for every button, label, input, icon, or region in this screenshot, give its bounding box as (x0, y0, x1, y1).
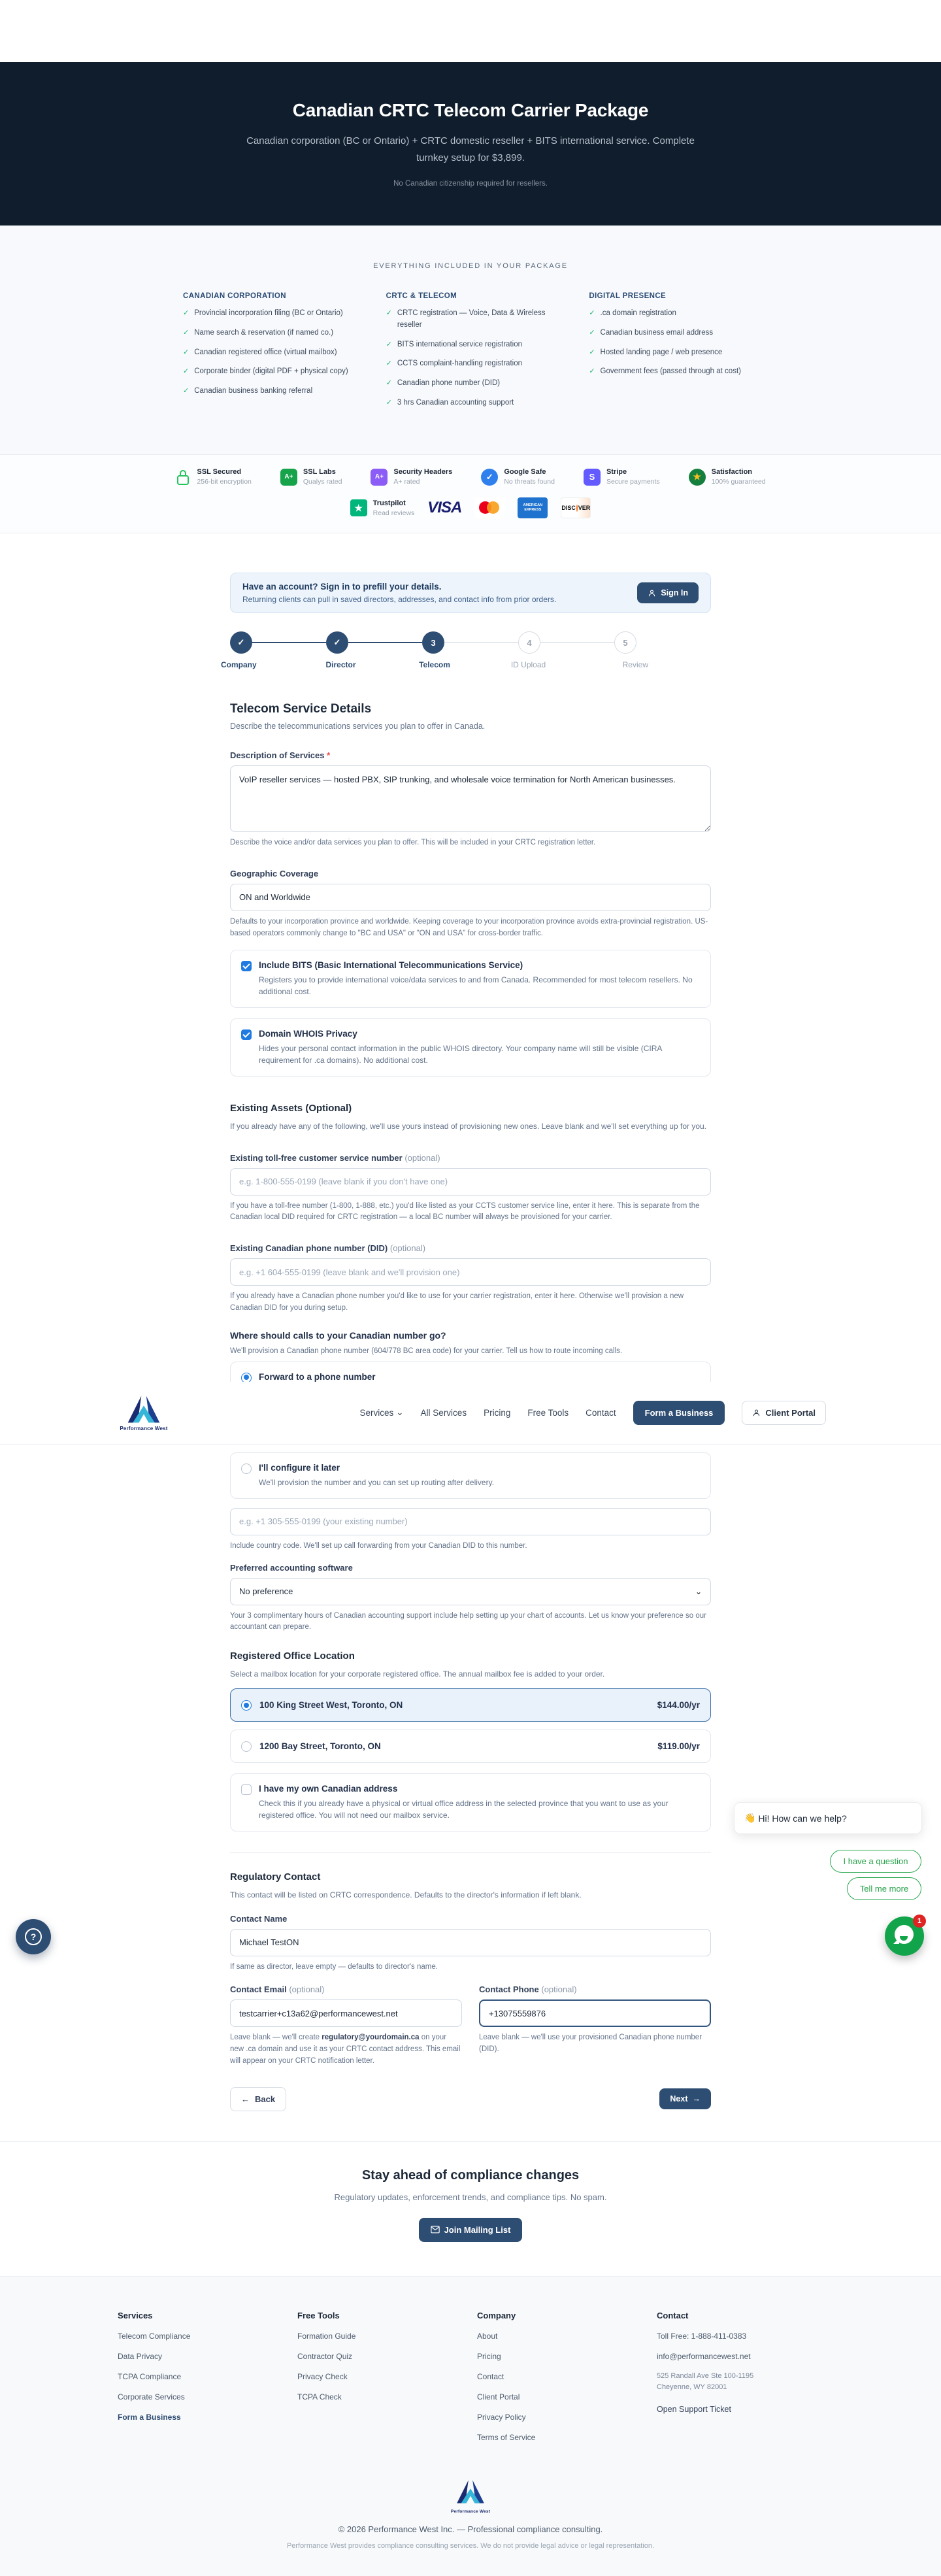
regulatory-heading: Regulatory Contact (230, 1871, 321, 1883)
brand-name: Performance West (450, 2509, 491, 2514)
included-eyebrow: EVERYTHING INCLUDED IN YOUR PACKAGE (373, 262, 568, 270)
discover-dot-icon (576, 505, 578, 512)
chat-bubble-icon (895, 1925, 914, 1944)
optional-tag: (optional) (541, 1984, 577, 1995)
list-item-label: Provincial incorporation filing (BC or Ontario) (194, 309, 343, 317)
list-item-label: Corporate binder (digital PDF + physical copy) (194, 367, 348, 376)
routing-helper: We'll provision a Canadian phone number (604/778 BC area code) for your carrier. Tell us how to route incoming calls. (230, 1347, 623, 1355)
navbar-menu (359, 1401, 826, 1425)
visa-logo: VISA (427, 499, 462, 516)
list-item-label: Hosted landing page / web presence (600, 348, 723, 356)
footer-link-contact[interactable]: Contact (477, 2371, 504, 2381)
optional-tag: (optional) (404, 1152, 440, 1163)
coverage-input[interactable] (230, 884, 711, 911)
mailing-heading: Stay ahead of compliance changes (361, 2167, 580, 2183)
back-button[interactable] (230, 2087, 286, 2111)
list-item (183, 347, 352, 359)
next-arrow-icon: → (692, 2094, 701, 2104)
footer-column-title: Services (118, 2310, 153, 2320)
nav-link-free-tools[interactable]: Free Tools (527, 1407, 569, 1418)
list-item (589, 347, 758, 359)
list-item (589, 366, 758, 378)
step-connector (348, 642, 422, 643)
office-option-label: 100 King Street West, Toronto, ON (259, 1700, 403, 1711)
tollfree-input[interactable] (230, 1168, 711, 1196)
bits-option-card[interactable] (230, 950, 711, 1008)
footer-link-contractor-quiz[interactable]: Contractor Quiz (297, 2351, 353, 2361)
trust-badges-section (0, 454, 941, 533)
included-column-digital (589, 292, 758, 409)
contact-name-input[interactable] (230, 1929, 711, 1956)
badge-trustpilot[interactable] (350, 499, 415, 517)
list-item-label: Canadian business email address (600, 328, 714, 337)
footer-open-support-ticket[interactable]: Open Support Ticket (657, 2404, 731, 2414)
list-item (183, 308, 352, 320)
office-radio-bay-street[interactable] (241, 1741, 252, 1752)
step-label-director: Director (325, 660, 356, 669)
check-icon: ✓ (386, 360, 392, 368)
help-button[interactable] (16, 1919, 51, 1954)
footer-link-privacy-check[interactable]: Privacy Check (297, 2371, 348, 2381)
badge-title: Stripe (606, 468, 627, 476)
footer-link-client-portal[interactable]: Client Portal (477, 2392, 520, 2401)
check-icon: ✓ (183, 328, 190, 337)
security-headers-icon: A+ (371, 469, 388, 486)
column-title: DIGITAL PRESENCE (589, 292, 667, 300)
trust-row-1 (0, 468, 941, 486)
office-radio-king-street[interactable] (241, 1700, 252, 1711)
optional-tag: (optional) (389, 1243, 426, 1254)
next-label: Next (670, 2094, 688, 2104)
progress-stepper (221, 631, 648, 669)
step-label-review: Review (622, 660, 648, 669)
regulatory-description: This contact will be listed on CRTC correspondence. Defaults to the director's information if left blank. (230, 1890, 582, 1900)
chat-unread-badge: 1 (913, 1915, 926, 1928)
nav-link-pricing[interactable]: Pricing (484, 1407, 511, 1418)
badge-title: Google Safe (504, 468, 546, 476)
google-safe-icon: ✓ (481, 469, 498, 486)
footer-link-data-privacy[interactable]: Data Privacy (118, 2351, 163, 2361)
client-portal-button[interactable] (742, 1401, 826, 1425)
office-option-king-street[interactable] (230, 1688, 711, 1722)
footer-tollfree[interactable]: Toll Free: 1-888-411-0383 (657, 2331, 747, 2341)
step-connector (444, 642, 518, 643)
chat-greeting-bubble[interactable] (734, 1802, 922, 1834)
list-item (386, 308, 555, 331)
list-item-label: Name search & reservation (if named co.) (194, 328, 334, 337)
footer-link-telecom-compliance[interactable]: Telecom Compliance (118, 2331, 191, 2341)
form-subheading: Describe the telecommunications services you plan to offer in Canada. (230, 722, 486, 731)
office-option-price: $119.00/yr (657, 1741, 700, 1752)
check-icon: ✓ (386, 399, 392, 407)
next-button[interactable] (659, 2088, 711, 2109)
top-spacer (0, 0, 941, 62)
contact-email-label: Contact Email (optional) (230, 1984, 325, 1995)
footer-column-title: Company (477, 2310, 516, 2320)
own-address-checkbox[interactable] (241, 1784, 252, 1795)
join-mailing-list-button[interactable] (419, 2218, 523, 2242)
list-item-label: Canadian phone number (DID) (397, 379, 501, 388)
section-divider (230, 1852, 711, 1853)
footer-address: 525 Randall Ave Ste 100-1195 Cheyenne, WY 82001 (657, 2371, 754, 2392)
badge-title: Satisfaction (711, 468, 753, 476)
footer-column-title: Contact (657, 2310, 689, 2320)
forward-label: Forward to a phone number (259, 1371, 376, 1382)
forward-number-input[interactable] (230, 1508, 711, 1535)
forward-radio[interactable] (241, 1373, 252, 1382)
list-item (183, 386, 352, 397)
badge-sub: 100% guaranteed (711, 478, 766, 486)
badge-sub: No threats found (504, 478, 555, 486)
list-item (386, 378, 555, 390)
hero-subtitle: Canadian corporation (BC or Ontario) + CRTC domestic reseller + BITS international service. Complete turnkey setup for $3,899. (246, 135, 695, 163)
select-chevron-icon: ⌄ (695, 1586, 702, 1596)
list-item-label: Canadian registered office (virtual mailbox) (194, 348, 337, 356)
office-option-bay-street[interactable] (230, 1730, 711, 1763)
footer-column-company (477, 2311, 657, 2442)
list-item-label: CRTC registration — Voice, Data & Wireless reseller (397, 309, 546, 329)
amex-logo: AMERICAN EXPRESS (518, 497, 548, 518)
office-description: Select a mailbox location for your corporate registered office. The annual mailbox fee is added to your order. (230, 1669, 605, 1679)
check-icon: ✓ (386, 309, 392, 317)
tollfree-label: Existing toll-free customer service number (optional) (230, 1152, 440, 1163)
contact-email-helper: Leave blank — we'll create regulatory@yourdomain.ca on your new .ca domain and use it as your CRTC contact address. This email will appear on your CRTC notification letter. (230, 2033, 461, 2065)
step-review[interactable]: 5 (614, 631, 636, 654)
coverage-helper: Defaults to your incorporation province and worldwide. Keeping coverage to your incorporation province avoids extra-provincial registration. US-based operators commonly change to "BC and USA" or "ON and USA" for cross-border traffic. (230, 917, 708, 937)
wizard-buttons (230, 2087, 711, 2111)
description-helper: Describe the voice and/or data services you plan to offer. This will be included in your CRTC registration letter. (230, 839, 596, 846)
signin-title: Have an account? Sign in to prefill your details. (242, 582, 442, 592)
list-item (589, 327, 758, 339)
discover-text: VER (578, 505, 591, 511)
bits-label: Include BITS (Basic International Telecommunications Service) (259, 960, 523, 971)
footer-link-tcpa-compliance[interactable]: TCPA Compliance (118, 2371, 182, 2381)
footer-link-privacy-policy[interactable]: Privacy Policy (477, 2412, 526, 2422)
badge-google-safe (481, 468, 555, 486)
list-item-label: BITS international service registration (397, 340, 522, 348)
chat-quick-reply-tell-me-more[interactable]: Tell me more (847, 1877, 921, 1900)
description-textarea[interactable] (230, 765, 711, 832)
back-label: Back (255, 2094, 276, 2104)
accounting-helper: Your 3 complimentary hours of Canadian accounting support include help setting up your chart of accounts. Let us know your preference so our accountant can prepare. (230, 1611, 706, 1631)
join-mailing-list-label: Join Mailing List (444, 2224, 511, 2235)
contact-grid (230, 1984, 711, 2067)
badge-title: SSL Labs (303, 468, 336, 476)
badge-sub: 256-bit encryption (197, 478, 252, 486)
list-item-label: Canadian business banking referral (194, 387, 313, 395)
accounting-selected-value: No preference (239, 1586, 293, 1596)
step-id-upload[interactable]: 4 (518, 631, 540, 654)
chat-greeting-text: Hi! How can we help? (758, 1813, 847, 1824)
legal-disclaimer: Performance West provides compliance consulting services. We do not provide legal advice or legal representation. (286, 2541, 655, 2550)
step-connector (540, 642, 614, 643)
footer-email[interactable]: info@performancewest.net (657, 2351, 751, 2361)
did-input[interactable] (230, 1258, 711, 1286)
back-arrow-icon: ← (241, 2094, 250, 2104)
forward-card-clipped (230, 1362, 711, 1382)
list-item (386, 397, 555, 409)
configure-later-description: We'll provision the number and you can set up routing after delivery. (259, 1477, 495, 1487)
list-item-label: Government fees (passed through at cost) (600, 367, 741, 376)
column-title: CRTC & TELECOM (386, 292, 457, 300)
hero-note: No Canadian citizenship required for resellers. (393, 180, 548, 188)
chat-quick-reply-question[interactable]: I have a question (830, 1850, 921, 1873)
list-item-label: CCTS complaint-handling registration (397, 360, 522, 368)
assets-heading: Existing Assets (Optional) (230, 1103, 352, 1114)
footer-column-title: Free Tools (297, 2310, 340, 2320)
check-icon: ✓ (183, 387, 190, 395)
discover-logo (561, 497, 591, 518)
badge-title: Security Headers (393, 468, 453, 476)
contact-name-helper: If same as director, leave empty — defaults to director's name. (230, 1962, 438, 1971)
own-address-card[interactable] (230, 1773, 711, 1832)
step-label-company: Company (221, 660, 257, 669)
chat-launcher-button[interactable] (885, 1916, 924, 1956)
site-navbar (0, 1382, 941, 1445)
badge-title: SSL Secured (197, 468, 242, 476)
configure-later-radio[interactable] (241, 1464, 252, 1474)
whois-option-card[interactable] (230, 1018, 711, 1077)
mailing-list-section (0, 2141, 941, 2242)
footer-link-tcpa-check[interactable]: TCPA Check (297, 2392, 342, 2401)
nav-link-contact[interactable]: Contact (586, 1407, 616, 1418)
included-columns (183, 292, 758, 409)
chevron-down-icon: ⌄ (396, 1407, 404, 1418)
package-included-section (0, 226, 941, 454)
form-a-business-button[interactable]: Form a Business (633, 1401, 725, 1425)
check-icon: ✓ (589, 367, 595, 376)
footer-link-pricing[interactable]: Pricing (477, 2351, 501, 2361)
description-label: Description of Services * (230, 750, 331, 760)
performance-west-logo (455, 2479, 486, 2505)
column-title: CANADIAN CORPORATION (183, 292, 286, 300)
office-option-label: 1200 Bay Street, Toronto, ON (259, 1741, 381, 1752)
check-icon: ✓ (183, 367, 190, 376)
step-company[interactable]: ✓ (230, 631, 252, 654)
check-icon: ✓ (183, 348, 190, 356)
wave-emoji-icon: 👋 (744, 1813, 756, 1823)
accounting-select[interactable] (230, 1578, 711, 1605)
bits-checkbox[interactable] (241, 961, 252, 971)
list-item (183, 327, 352, 339)
badge-title: Trustpilot (372, 499, 406, 507)
routing-question: Where should calls to your Canadian number go? (230, 1330, 446, 1341)
brand-name: Performance West (120, 1425, 168, 1431)
badge-stripe (584, 468, 660, 486)
included-column-corporation (183, 292, 352, 409)
lock-icon (175, 469, 191, 486)
signin-subtitle: Returning clients can pull in saved directors, addresses, and contact info from prior orders. (242, 595, 557, 604)
nav-link-services[interactable]: Services ⌄ (359, 1407, 404, 1418)
navbar-brand[interactable] (105, 1394, 183, 1431)
coverage-label: Geographic Coverage (230, 868, 319, 878)
discover-text: DISC (561, 505, 576, 511)
trustpilot-star-icon: ★ (350, 499, 367, 516)
step-telecom[interactable]: 3 (422, 631, 444, 654)
copyright: © 2026 Performance West Inc. — Professional compliance consulting. (338, 2524, 603, 2534)
stripe-icon: S (584, 469, 601, 486)
whois-checkbox[interactable] (241, 1029, 252, 1040)
contact-name-label: Contact Name (230, 1913, 288, 1924)
whois-description: Hides your personal contact information in the public WHOIS directory. Your company name will still be visible (CIRA requirement for .ca domains). No additional cost. (259, 1044, 662, 1065)
included-column-crtc (386, 292, 555, 409)
check-icon: ✓ (589, 328, 595, 337)
check-icon: ✓ (589, 348, 595, 356)
list-item (589, 308, 758, 320)
footer-link-terms[interactable]: Terms of Service (477, 2432, 536, 2442)
client-portal-label: Client Portal (765, 1407, 816, 1418)
badge-ssl-labs (280, 468, 342, 486)
contact-phone-helper: Leave blank — we'll use your provisioned Canadian phone number (DID). (479, 2033, 702, 2054)
configure-later-label: I'll configure it later (259, 1462, 340, 1473)
footer-column-free-tools (297, 2311, 477, 2442)
sign-in-button[interactable] (637, 582, 699, 603)
list-item (386, 339, 555, 351)
list-item (386, 358, 555, 370)
badge-ssl-secured (175, 468, 251, 486)
performance-west-logo (125, 1394, 162, 1424)
contact-phone-label: Contact Phone (optional) (479, 1984, 577, 1995)
badge-satisfaction (689, 468, 766, 486)
footer-column-services (118, 2311, 297, 2442)
sign-in-label: Sign In (661, 588, 688, 597)
own-address-label: I have my own Canadian address (259, 1784, 398, 1794)
ssl-labs-icon: A+ (280, 469, 297, 486)
trust-row-2 (0, 497, 941, 518)
signin-banner (230, 573, 711, 613)
mail-icon (431, 2226, 440, 2233)
optional-tag: (optional) (289, 1984, 325, 1995)
badge-sub: Read reviews (372, 509, 415, 517)
forward-option-card[interactable] (230, 1362, 711, 1382)
step-connector (252, 642, 326, 643)
configure-later-card[interactable] (230, 1452, 711, 1499)
badge-sub: A+ rated (393, 478, 420, 486)
badge-security-headers (371, 468, 452, 486)
footer-link-form-a-business[interactable]: Form a Business (118, 2412, 181, 2422)
required-asterisk: * (327, 750, 331, 760)
footer-column-contact (657, 2311, 823, 2442)
office-heading: Registered Office Location (230, 1650, 355, 1662)
mailing-subtitle: Regulatory updates, enforcement trends, and compliance tips. No spam. (334, 2192, 607, 2202)
hero-section (0, 62, 941, 226)
whois-label: Domain WHOIS Privacy (259, 1029, 357, 1039)
list-item-label: .ca domain registration (600, 309, 676, 317)
badge-sub: Secure payments (606, 478, 660, 486)
contact-email-input[interactable] (230, 1999, 462, 2027)
step-director[interactable]: ✓ (326, 631, 348, 654)
footer-link-about[interactable]: About (477, 2331, 498, 2341)
step-label-id-upload: ID Upload (510, 660, 546, 669)
mastercard-logo (474, 497, 504, 518)
list-item (183, 366, 352, 378)
own-address-description: Check this if you already have a physical or virtual office address in the selected province that you want to use as your registered office. You will not need our mailbox service. (259, 1799, 669, 1820)
person-icon (648, 589, 656, 597)
page-title: Canadian CRTC Telecom Carrier Package (292, 99, 649, 120)
accounting-label: Preferred accounting software (230, 1562, 353, 1573)
contact-phone-input[interactable] (479, 1999, 711, 2027)
check-icon: ✓ (386, 340, 392, 348)
person-icon (752, 1409, 761, 1417)
footer-bottom (118, 2479, 823, 2576)
did-label: Existing Canadian phone number (DID) (optional) (230, 1243, 426, 1254)
badge-sub: Qualys rated (303, 478, 342, 486)
office-option-price: $144.00/yr (657, 1700, 700, 1711)
satisfaction-star-icon: ★ (689, 469, 706, 486)
check-icon: ✓ (386, 379, 392, 388)
check-icon: ✓ (183, 309, 190, 317)
list-item-label: 3 hrs Canadian accounting support (397, 399, 514, 407)
assets-description: If you already have any of the following, we'll use yours instead of provisioning new ones. Leave blank and we'll set everything up for you. (230, 1122, 707, 1131)
did-helper: If you already have a Canadian phone number you'd like to use for your carrier registration, enter it here. Otherwise we'll provision a new Canadian DID for you during setup. (230, 1292, 684, 1313)
question-mark-icon: ? (25, 1928, 42, 1945)
footer-link-corporate-services[interactable]: Corporate Services (118, 2392, 185, 2401)
form-heading: Telecom Service Details (230, 702, 372, 716)
nav-link-all-services[interactable]: All Services (420, 1407, 467, 1418)
footer-link-formation-guide[interactable]: Formation Guide (297, 2331, 356, 2341)
bits-description: Registers you to provide international voice/data services to and from Canada. Recommended for most telecom resellers. No additional cost. (259, 975, 693, 997)
site-footer (0, 2276, 941, 2576)
forward-number-helper: Include country code. We'll set up call forwarding from your Canadian DID to this number. (230, 1541, 527, 1550)
step-label-telecom: Telecom (419, 660, 450, 669)
tollfree-helper: If you have a toll-free number (1-800, 1-888, etc.) you'd like listed as your CCTS customer service line, enter it here. This is separate from the Canadian local DID required for CRTC registration — a local BC number will always be provisioned for your carrier. (230, 1201, 700, 1222)
check-icon: ✓ (589, 309, 595, 317)
